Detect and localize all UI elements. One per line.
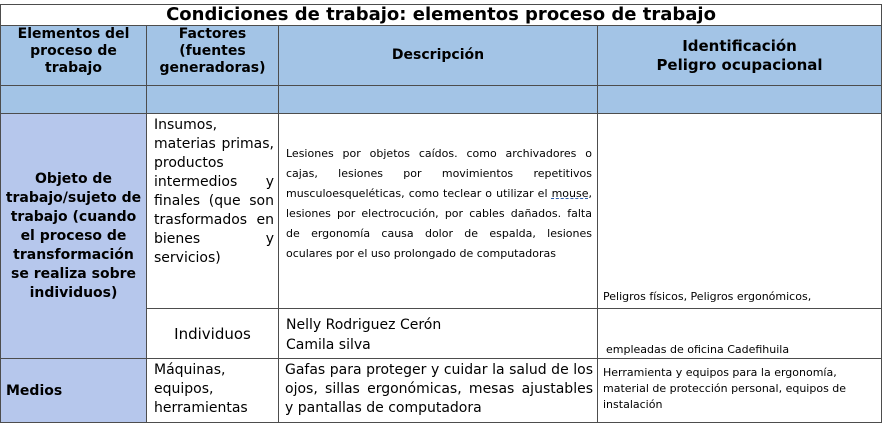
work-conditions-table [0, 4, 882, 423]
maquinas-factor-cell: Máquinas, equipos, herramientas [147, 359, 279, 423]
empleadas-cell: empleadas de oficina Cadefihuila [598, 309, 882, 359]
medios-cell: Medios [1, 359, 147, 423]
header-identificacion-line1: Identificación [682, 36, 797, 55]
name-nelly: Nelly Rodriguez Cerón [286, 317, 442, 333]
herramienta-peligro-cell: Herramienta y equipos para la ergonomía, material de protección personal, equipos de instalación [598, 359, 882, 423]
individuos-names-cell [279, 309, 598, 359]
lesiones-text-part1: Lesiones por objetos caídos. como archivadores o cajas, lesiones por movimientos repetitivos musculoesqueléticas, como teclear o utilizar el [286, 147, 592, 200]
empty-cell [147, 86, 279, 114]
lesiones-description-cell [279, 114, 598, 309]
header-row [1, 26, 882, 86]
insumos-factor-cell: Insumos, materias primas, productos intermedios y finales (que son trasformados en bienes y servicios) [147, 114, 279, 309]
header-factores: Factores (fuentes generadoras) [147, 26, 279, 86]
gafas-description-cell: Gafas para proteger y cuidar la salud de los ojos, sillas ergonómicas, mesas ajustables y pantallas de computadora [279, 359, 598, 423]
header-elementos: Elementos del proceso de trabajo [1, 26, 147, 86]
medios-row [1, 359, 882, 423]
empty-cell [598, 86, 882, 114]
header-identificacion [598, 26, 882, 86]
empty-cell [279, 86, 598, 114]
objeto-de-trabajo-cell: Objeto de trabajo/sujeto de trabajo (cuando el proceso de transformación se realiza sobre individuos) [1, 114, 147, 359]
mouse-word: mouse [551, 187, 589, 200]
title-row [1, 5, 882, 26]
lesiones-text-part2: , lesiones por electrocución, por cables dañados. falta de ergonomía causa dolor de espalda, lesiones oculares por el uso prolongado de computadoras [286, 187, 592, 260]
name-camila: Camila silva [286, 337, 371, 353]
table-title: Condiciones de trabajo: elementos proceso de trabajo [1, 5, 882, 26]
peligros-fisicos-cell: Peligros físicos, Peligros ergonómicos, [598, 114, 882, 309]
header-descripcion: Descripción [279, 26, 598, 86]
empty-cell [1, 86, 147, 114]
insumos-row [1, 114, 882, 309]
empty-blue-row [1, 86, 882, 114]
individuos-factor-cell: Individuos [147, 309, 279, 359]
header-identificacion-line2: Peligro ocupacional [656, 55, 823, 74]
